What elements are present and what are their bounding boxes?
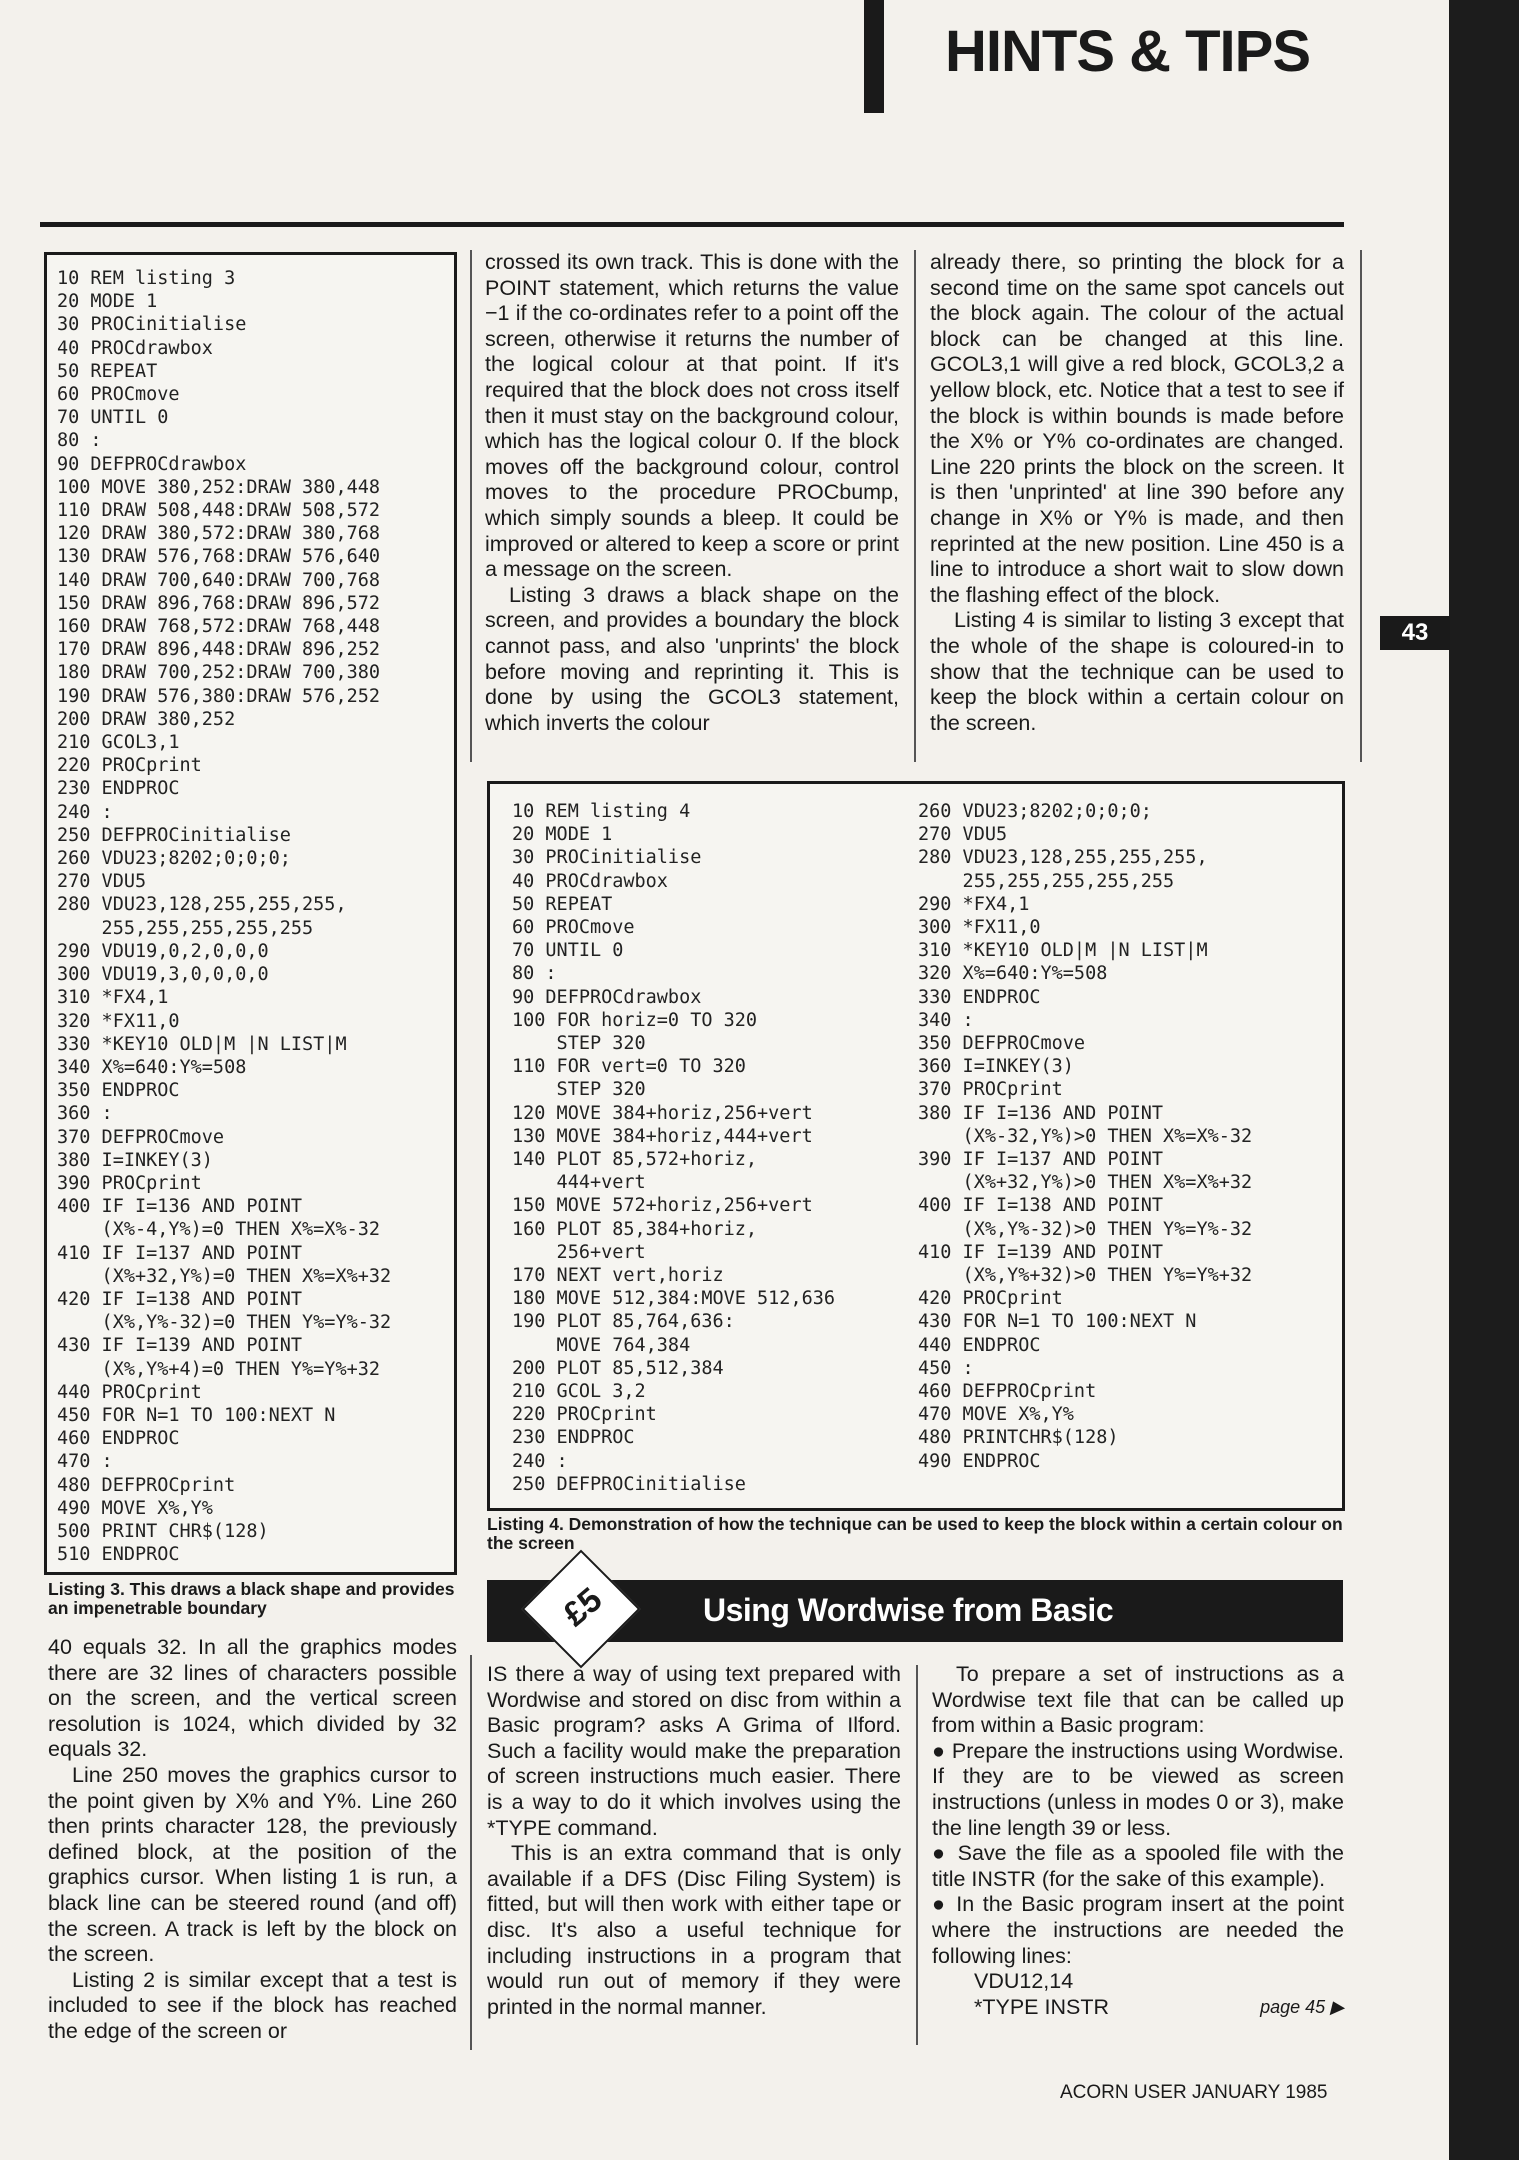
code-line: 450 FOR N=1 TO 100:NEXT N xyxy=(57,1404,336,1426)
code-line: 50 REPEAT xyxy=(512,893,613,915)
code-line: 220 PROCprint xyxy=(57,755,202,777)
code-line: 480 DEFPROCprint xyxy=(57,1474,236,1496)
code-line: 260 VDU23;8202;0;0;0; xyxy=(57,848,291,870)
code-line: 40 PROCdrawbox xyxy=(512,870,668,892)
code-line: MOVE 764,384 xyxy=(512,1334,691,1356)
code-line: 444+vert xyxy=(512,1172,646,1194)
paragraph: IS there a way of using text prepared with Wordwise and stored on disc from within a Basic program? asks A Grima of Ilford. Such a facility would make the preparation of screen instructions much easier. There is a way to do it which involves using the *TYPE command. xyxy=(487,1662,901,1840)
code-line: 140 DRAW 700,640:DRAW 700,768 xyxy=(57,569,381,591)
header-block xyxy=(864,0,884,113)
code-line: 330 ENDPROC xyxy=(918,986,1041,1008)
code-line: 260 VDU23;8202;0;0;0; xyxy=(918,801,1152,822)
paragraph: Line 250 moves the graphics cursor to the point given by X% and Y%. Line 260 then prints character 128, the previously defined block, at the position of the graphics cursor. When listing 1 is run, a black line can be steered round (and off) the screen. A track is left by the block on the screen. xyxy=(48,1762,457,1967)
article-title: Using Wordwise from Basic xyxy=(703,1592,1114,1628)
code-line: 120 DRAW 380,572:DRAW 380,768 xyxy=(57,523,381,545)
code-line: (X%,Y%+32)>0 THEN Y%=Y%+32 xyxy=(918,1265,1253,1287)
code-line: 490 ENDPROC xyxy=(918,1450,1041,1472)
code-line: 440 ENDPROC xyxy=(918,1334,1041,1356)
code-line: 140 PLOT 85,572+horiz, xyxy=(512,1149,758,1171)
code-line: VDU12,14 xyxy=(974,1969,1074,1994)
code-line: 340 X%=640:Y%=508 xyxy=(57,1056,247,1078)
code-line: 180 MOVE 512,384:MOVE 512,636 xyxy=(512,1288,836,1310)
footer-magazine: ACORN USER JANUARY 1985 xyxy=(1060,2082,1328,2103)
code-line: 420 PROCprint xyxy=(918,1288,1063,1310)
code-line: 290 *FX4,1 xyxy=(918,893,1030,915)
page-number: 43 xyxy=(1380,616,1450,650)
code-line: 440 PROCprint xyxy=(57,1381,202,1403)
code-line: 470 MOVE X%,Y% xyxy=(918,1404,1074,1426)
code-line: 470 : xyxy=(57,1451,113,1473)
listing-4-caption: Listing 4. Demonstration of how the technique can be used to keep the block within a certain colour on the screen xyxy=(487,1514,1343,1553)
code-line: 230 ENDPROC xyxy=(57,778,180,800)
paragraph: crossed its own track. This is done with the POINT statement, which returns the value −1 if the co-ordinates refer to a point off the screen, otherwise it returns the number of the logical colour at that point. If it's required that the block does not cross itself then it must stay on the background colour, which has the logical colour 0. If the block moves off the background colour, control moves to the procedure PROCbump, which simply sounds a bleep. It could be improved or altered to keep a score or print a message on the screen. xyxy=(485,250,899,582)
code-line: 250 DEFPROCinitialise xyxy=(512,1473,746,1495)
code-line: 130 DRAW 576,768:DRAW 576,640 xyxy=(57,546,381,568)
code-line: 255,255,255,255,255 xyxy=(918,870,1175,892)
code-line: *TYPE INSTR page 45 ▶ xyxy=(974,1994,1344,2019)
code-line: 360 : xyxy=(57,1103,113,1125)
code-line: 20 MODE 1 xyxy=(512,824,613,846)
code-line: 160 DRAW 768,572:DRAW 768,448 xyxy=(57,616,381,638)
code-line: 120 MOVE 384+horiz,256+vert xyxy=(512,1102,813,1124)
code-line: 240 : xyxy=(512,1450,568,1472)
code-line: 340 : xyxy=(918,1009,974,1031)
code-line: 390 PROCprint xyxy=(57,1172,202,1194)
code-line: 430 IF I=139 AND POINT xyxy=(57,1335,303,1357)
code-line: 420 IF I=138 AND POINT xyxy=(57,1288,303,1310)
wordwise-column-2 xyxy=(487,1662,901,2020)
code-line: 410 IF I=137 AND POINT xyxy=(57,1242,303,1264)
code-line: STEP 320 xyxy=(512,1079,646,1101)
code-line: 480 PRINTCHR$(128) xyxy=(918,1427,1119,1449)
paragraph: To prepare a set of instructions as a Wordwise text file that can be called up from within a Basic program: xyxy=(932,1662,1344,1738)
listing-4-box xyxy=(487,781,1345,1511)
code-line: 370 PROCprint xyxy=(918,1079,1063,1101)
article-column-1-bottom xyxy=(48,1635,457,2045)
paragraph: Listing 2 is similar except that a test is included to see if the block has reached the edge of the screen or xyxy=(48,1967,457,2043)
code-line: 410 IF I=139 AND POINT xyxy=(918,1241,1164,1263)
paragraph: Listing 3 draws a black shape on the screen, and provides a boundary the block cannot pass, and also 'unprints' the block before moving and reprinting it. This is done by using the GCOL3 statement, which inverts the colour xyxy=(485,582,899,735)
listing-4-code-right xyxy=(918,800,1252,1473)
code-line: 100 MOVE 380,252:DRAW 380,448 xyxy=(57,476,381,498)
code-line: 256+vert xyxy=(512,1241,646,1263)
code-line: 360 I=INKEY(3) xyxy=(918,1056,1074,1078)
section-title: HINTS & TIPS xyxy=(945,19,1311,84)
code-line: 10 REM listing 4 xyxy=(512,801,691,822)
column-divider xyxy=(470,250,472,762)
code-line: 460 DEFPROCprint xyxy=(918,1381,1097,1403)
code-line: 270 VDU5 xyxy=(57,871,147,893)
page-edge xyxy=(1449,0,1519,2160)
paragraph: 40 equals 32. In all the graphics modes there are 32 lines of characters possible on the screen, and the vertical screen resolution is 1024, which divided by 32 equals 32. xyxy=(48,1635,457,1762)
code-line: 460 ENDPROC xyxy=(57,1428,180,1450)
paragraph: already there, so printing the block for a second time on the same spot cancels out the block again. The colour of the actual block can be changed at this line. GCOL3,1 will give a red block, GCOL3,2 a yellow block, etc. Notice that a test to see if the block is within bounds is made before the X% or Y% co-ordinates are changed. Line 220 prints the block on the screen. It is then 'unprinted' at line 390 before any change in X% or Y% is made, and then reprinted at the new position. Line 450 is a line to introduce a short wait to slow down the flashing effect of the block. xyxy=(930,250,1344,607)
listing-3-caption: Listing 3. This draws a black shape and provides an impenetrable boundary xyxy=(48,1579,455,1618)
code-line: 300 VDU19,3,0,0,0,0 xyxy=(57,964,269,986)
code-line: (X%+32,Y%)=0 THEN X%=X%+32 xyxy=(57,1265,392,1287)
code-line: 255,255,255,255,255 xyxy=(57,917,314,939)
article-column-2 xyxy=(485,250,899,736)
code-line: (X%-4,Y%)=0 THEN X%=X%-32 xyxy=(57,1219,381,1241)
code-line: 30 PROCinitialise xyxy=(512,847,702,869)
code-line: 160 PLOT 85,384+horiz, xyxy=(512,1218,758,1240)
code-line: 380 IF I=136 AND POINT xyxy=(918,1102,1164,1124)
code-line: 110 DRAW 508,448:DRAW 508,572 xyxy=(57,500,381,522)
code-line: 350 ENDPROC xyxy=(57,1080,180,1102)
code-line: 60 PROCmove xyxy=(512,917,635,939)
code-line: 280 VDU23,128,255,255,255, xyxy=(57,894,347,916)
code-line: 170 DRAW 896,448:DRAW 896,252 xyxy=(57,639,381,661)
bullet-item: ● In the Basic program insert at the point where the instructions are needed the following lines: xyxy=(932,1892,1345,1968)
code-line: 430 FOR N=1 TO 100:NEXT N xyxy=(918,1311,1197,1333)
code-line: 320 X%=640:Y%=508 xyxy=(918,963,1108,985)
code-line: 510 ENDPROC xyxy=(57,1544,180,1566)
listing-3-code xyxy=(57,267,454,1566)
code-line: (X%,Y%-32)>0 THEN Y%=Y%-32 xyxy=(918,1218,1253,1240)
code-line: 400 IF I=136 AND POINT xyxy=(57,1196,303,1218)
code-line: 180 DRAW 700,252:DRAW 700,380 xyxy=(57,662,381,684)
code-line: 220 PROCprint xyxy=(512,1404,657,1426)
code-line: 190 DRAW 576,380:DRAW 576,252 xyxy=(57,685,381,707)
code-line: 310 *FX4,1 xyxy=(57,987,169,1009)
wordwise-column-3 xyxy=(932,1662,1344,2020)
bullet-item: ● Save the file as a spooled file with the title INSTR (for the sake of this example). xyxy=(932,1841,1344,1891)
code-line: 310 *KEY10 OLD|M |N LIST|M xyxy=(918,940,1208,962)
column-divider xyxy=(916,1665,918,2045)
code-line: 270 VDU5 xyxy=(918,824,1008,846)
code-line: 40 PROCdrawbox xyxy=(57,337,213,359)
paragraph: This is an extra command that is only available if a DFS (Disc Filing System) is fitted, but will then work with either tape or disc. It's also a useful technique for including instructions in a program that would run out of memory if they were printed in the normal manner. xyxy=(487,1841,901,2019)
code-line: 70 UNTIL 0 xyxy=(512,940,624,962)
code-line: 80 : xyxy=(512,963,557,985)
code-line: (X%+32,Y%)>0 THEN X%=X%+32 xyxy=(918,1172,1253,1194)
code-line: 10 REM listing 3 xyxy=(57,268,236,289)
header-rule xyxy=(40,222,1344,227)
code-line: 490 MOVE X%,Y% xyxy=(57,1497,213,1519)
code-line: 390 IF I=137 AND POINT xyxy=(918,1149,1164,1171)
code-line: (X%,Y%-32)=0 THEN Y%=Y%-32 xyxy=(57,1312,392,1334)
listing-3-box xyxy=(44,252,457,1575)
code-line: 290 VDU19,0,2,0,0,0 xyxy=(57,940,269,962)
code-line: (X%-32,Y%)>0 THEN X%=X%-32 xyxy=(918,1125,1253,1147)
article-column-3 xyxy=(930,250,1344,736)
code-line: 150 MOVE 572+horiz,256+vert xyxy=(512,1195,813,1217)
code-line: 240 : xyxy=(57,801,113,823)
prize-badge-label: £5 xyxy=(555,1580,610,1634)
listing-4-code-left xyxy=(512,800,835,1496)
code-line: 500 PRINT CHR$(128) xyxy=(57,1520,269,1542)
column-divider xyxy=(914,250,916,762)
column-divider xyxy=(1360,250,1362,762)
code-line: 370 DEFPROCmove xyxy=(57,1126,225,1148)
bullet-item: ● Prepare the instructions using Wordwise. If they are to be viewed as screen instructions (unless in modes 0 or 3), make the line length 39 or less. xyxy=(932,1738,1345,1840)
code-line: 200 PLOT 85,512,384 xyxy=(512,1357,724,1379)
code-line: 250 DEFPROCinitialise xyxy=(57,824,291,846)
code-line: 20 MODE 1 xyxy=(57,291,158,313)
code-line: 80 : xyxy=(57,430,102,452)
code-line: 90 DEFPROCdrawbox xyxy=(57,453,247,475)
code-line: 60 PROCmove xyxy=(57,384,180,406)
code-line: 190 PLOT 85,764,636: xyxy=(512,1311,735,1333)
code-line: 30 PROCinitialise xyxy=(57,314,247,336)
code-line: 330 *KEY10 OLD|M |N LIST|M xyxy=(57,1033,347,1055)
code-line: 110 FOR vert=0 TO 320 xyxy=(512,1056,746,1078)
code-line: 200 DRAW 380,252 xyxy=(57,708,236,730)
code-line: 380 I=INKEY(3) xyxy=(57,1149,213,1171)
code-line: 70 UNTIL 0 xyxy=(57,407,169,429)
code-line: 100 FOR horiz=0 TO 320 xyxy=(512,1009,758,1031)
column-divider xyxy=(470,1655,472,2050)
code-line: 150 DRAW 896,768:DRAW 896,572 xyxy=(57,592,381,614)
code-line: 210 GCOL 3,2 xyxy=(512,1381,646,1403)
code-line: (X%,Y%+4)=0 THEN Y%=Y%+32 xyxy=(57,1358,381,1380)
code-line: 300 *FX11,0 xyxy=(918,917,1041,939)
code-line: 50 REPEAT xyxy=(57,360,158,382)
continued-link[interactable]: page 45 ▶ xyxy=(1260,1996,1344,2017)
code-line: 350 DEFPROCmove xyxy=(918,1033,1086,1055)
paragraph: Listing 4 is similar to listing 3 except that the whole of the shape is coloured-in to show that the technique can be used to keep the block within a certain colour on the screen. xyxy=(930,608,1344,735)
code-line: 170 NEXT vert,horiz xyxy=(512,1265,724,1287)
code-line: 210 GCOL3,1 xyxy=(57,732,180,754)
code-line: 280 VDU23,128,255,255,255, xyxy=(918,847,1208,869)
code-line: 450 : xyxy=(918,1357,974,1379)
code-line: 90 DEFPROCdrawbox xyxy=(512,986,702,1008)
code-line: 320 *FX11,0 xyxy=(57,1010,180,1032)
code-line: STEP 320 xyxy=(512,1033,646,1055)
code-line: 400 IF I=138 AND POINT xyxy=(918,1195,1164,1217)
code-line: 230 ENDPROC xyxy=(512,1427,635,1449)
code-line: 130 MOVE 384+horiz,444+vert xyxy=(512,1125,813,1147)
